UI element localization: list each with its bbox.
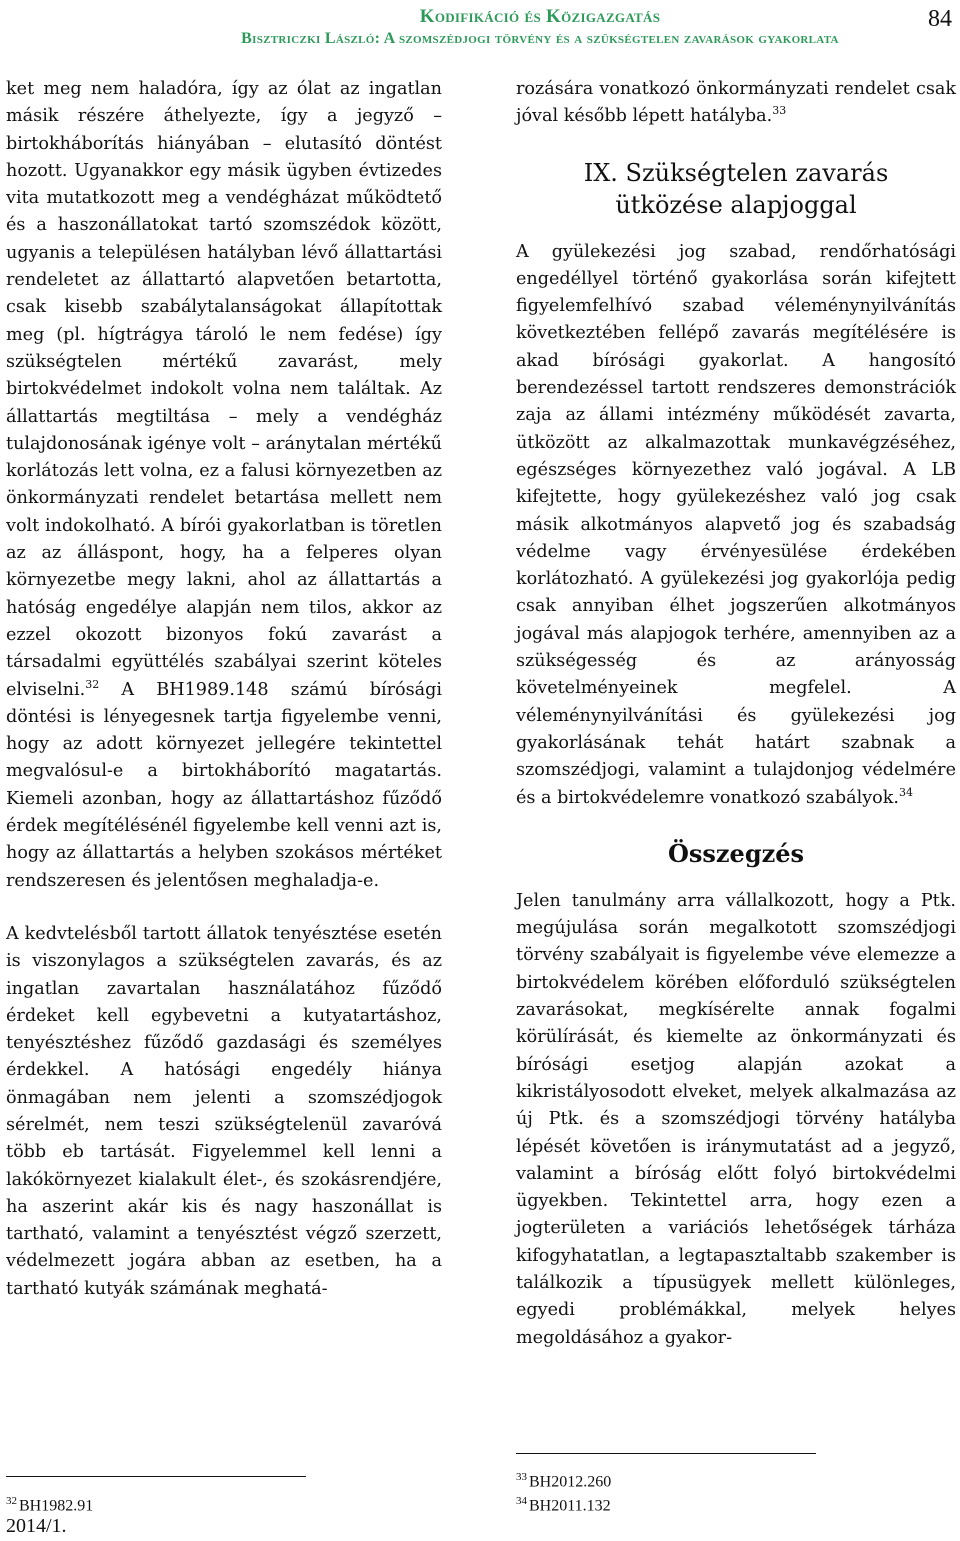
- footnote: [516, 1490, 611, 1517]
- heading-line: ütközése alapjoggal: [615, 190, 857, 219]
- footnote: [6, 1490, 93, 1517]
- journal-title: Kodifikáció és Közigazgatás: [419, 6, 661, 27]
- paragraph: [516, 239, 956, 812]
- paragraph-text: A BH1989.148 számú bírósági döntési is lényegesnek tartja figyelembe venni, hogy az adott környezet jellegére tekintettel megvalósul-e a birtokháborító magatartás. Kiemeli azonban, hogy az állattartáshoz fűződő érdek megítélésénél figyelembe kell venni azt is, hogy az állattartás a helyben szokásos mértéket rendszeresen és jelentősen meghaladja-e.: [6, 679, 442, 891]
- footnote-text: BH2011.132: [529, 1497, 611, 1515]
- paragraph-text: rozására vonatkozó önkormányzati rendelet csak jóval később lépett hatályba.: [516, 79, 956, 127]
- footnote-number: 33: [516, 1471, 527, 1483]
- paragraph: [516, 76, 956, 131]
- issue-label: 2014/1.: [6, 1515, 67, 1537]
- right-column: [516, 76, 956, 1352]
- footnote-ref[interactable]: 32: [85, 677, 100, 691]
- paragraph: Jelen tanulmány arra vállalkozott, hogy a Ptk. megújulása során megalkotott szomszédjogi törvény szabályait is figyelembe véve elemezze a birtokvédelem körében előforduló szükségtelen zavarásokat, megkísérelte annak fogalmi körülírását, és kiemelte az önkormányzati és bírósági esetjog alapján azokat a kikristályosodott elveket, melyek alkalmazása az új Ptk. és a szomszédjogi törvény hatályba lépését követően is iránymutatást ad a jegyző, valamint a bíróság előtt folyó birtokvédelmi ügyekben. Tekintettel arra, hogy ezen a jogterületen a variációs lehetőségek tárháza kifogyhatatlan, a legtapasztaltabb szakember is találkozik a típusügyek mellett különleges, egyedi problémákkal, melyek helyes megoldásához a gyakor-: [516, 890, 956, 1348]
- paragraph-text: A gyülekezési jog szabad, rendőrhatósági engedéllyel történő gyakorlása során kifejtett figyelemfelhívó szabad véleménynyilvánítás következtében fellépő zavarás megítélésére is akad bírósági gyakorlat. A hangosító berendezéssel tartott rendszeres demonstrációk zaja az állami intézmény működését zavarta, ütközött az alkalmazottak munkavégzéséhez, egészséges környezethez való jogával. A LB kifejtette, hogy gyülekezéshez való jog csak másik alkotmányos alapvető jog és szabadság védelme vagy érvényesülése érdekében korlátozható. A gyülekezési jog gyakorlója pedig csak annyiban élhet jogszerűen alkotmányos jogával más alapjogok terhére, amennyiben az a szükségesség és az arányosság követelményeinek megfelel. A véleménynyilvánítási és gyülekezési jog gyakorlásának tehát határt szabnak a szomszédjogi, valamint a tulajdonjog védelmére és a birtokvédelemre vonatkozó szabályok.: [516, 241, 956, 808]
- paragraph: A kedvtelésből tartott állatok tenyésztése esetén is viszonylagos a szükségtelen zavarás, és az ingatlan zavartalan használatához fűződő érdeket kell egybevetni a kutyatartáshoz, tenyésztéshez fűződő gazdasági és személyes érdekkel. A hatósági engedély hiánya önmagában nem jelenti a szomszédjogok sérelmét, nem teszi szükségtelenül zavaróvá több eb tartását. Figyelemmel kell lenni a lakókörnyezet kialakult élet-, és szokásrendjére, ha aszerint akár kis és nagy haszonállat is tartható, valamint a tenyésztést végző szerzett, védelmezett jogára abban az esetben, ha a tartható kutyák számának meghatá-: [6, 923, 442, 1299]
- article-running-title: Bisztriczki László: A szomszédjogi törvény és a szükségtelen zavarások gyakorlata: [241, 30, 839, 47]
- page-number: 84: [928, 6, 952, 32]
- footnote-number: 34: [516, 1495, 527, 1507]
- heading-line: IX. Szükségtelen zavarás: [583, 158, 889, 187]
- footnote-text: BH2012.260: [529, 1473, 612, 1491]
- section-heading: [516, 157, 956, 221]
- footnote-ref[interactable]: 34: [898, 785, 913, 799]
- footnote-number: 32: [6, 1495, 17, 1507]
- footnote-ref[interactable]: 33: [772, 104, 787, 118]
- paragraph-text: ket meg nem haladóra, így az ólat az ingatlan másik részére áthelyezte, így a jegyző – birtokháborítás hiányában – elutasító döntést hozott. Ugyanakkor egy másik ügyben évtizedes vita mutatkozott meg a vendégházat működtető és a haszonállatokat tartó szomszédok között, ugyanis a településen hatályban lévő állattartási rendeletet az állattartó alapvetően betartotta, csak kisebb szabálytalanságokat állapítottak meg (pl. hígtrágya tároló le nem fedése) így szükségtelen mértékű zavarást, mely birtokvédelmet indokolt volna nem találtak. Az állattartás megtiltása – mely a vendégház tulajdonosának igénye volt – aránytalan mértékű korlátozás lett volna, ez a falusi környezetben az önkormányzati rendelet betartása mellett nem volt indokolható. A bírói gyakorlatban is töretlen az az álláspont, hogy, ha a felperes olyan környezetbe megy lakni, ahol az állattartás a hatóság engedélye alapján nem tilos, akkor az ezzel okozott bizonyos fokú zavarást a társadalmi együttélés szabályai szerint köteles elviselni.: [6, 79, 442, 700]
- footnote-separator: [6, 1476, 306, 1477]
- footnote-separator: [516, 1453, 816, 1454]
- paragraph: [6, 76, 442, 895]
- summary-heading: Összegzés: [667, 838, 805, 868]
- footnote-text: BH1982.91: [19, 1497, 94, 1515]
- left-column: [6, 76, 442, 1303]
- page-header: [0, 0, 960, 60]
